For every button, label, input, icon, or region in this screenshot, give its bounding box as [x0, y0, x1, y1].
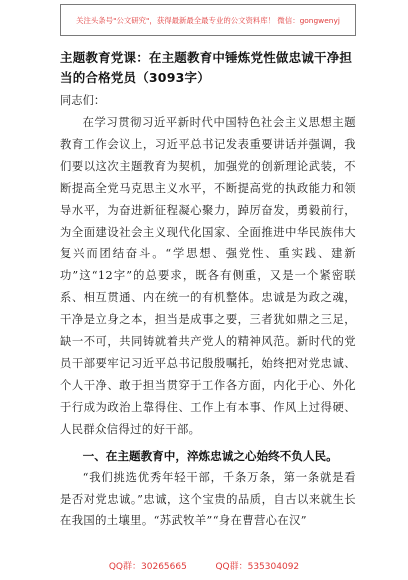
document-body: [60, 48, 356, 532]
document-title: 主题教育党课：在主题教育中锤炼党性做忠诚干净担当的合格党员（3093字）: [60, 50, 353, 85]
qq-group-label-1: QQ群：: [108, 562, 142, 572]
promo-banner-text: 关注头条号"公文研究"，获得最新最全最专业的公文资料库！ 微信：gongwenyj: [76, 15, 340, 25]
qq-group-number-1: 30265665: [141, 562, 187, 572]
section-heading-1: 一、在主题教育中，淬炼忠诚之心始终不负人民。: [82, 448, 338, 463]
footer-contacts: [0, 559, 408, 572]
qq-group-label-2: QQ群：: [215, 562, 248, 572]
paragraph-intro: 在学习贯彻习近平新时代中国特色社会主义思想主题教育工作会议上，习近平总书记发表重要讲话并强调，我们要以这次主题教育为契机，加强党的创新理论武装，不断提高全党马克思主义水平，不断提高党的执政能力和领导水平，为奋进新征程凝心聚力，踔厉奋发，勇毅前行，为全面建设社会主义现代化国家、全面推进中华民族伟大复兴而团结奋斗。“学思想、强党性、重实践、建新功”这“12字”的总要求，既各有侧重，又是一个紧密联系、相互贯通、内在统一的有机整体。忠诚是为政之魂，干净是立身之本，担当是成事之要，三者犹如鼎之三足，缺一不可，共同铸就着共产党人的精神风范。新时代的党员干部要牢记习近平总书记殷殷嘱托，始终把对党忠诚、个人干净、敢于担当贯穿于工作各方面，内化于心、外化于行成为政治上靠得住、工作上有本事、作风上过得硬、人民群众信得过的好干部。: [60, 116, 356, 436]
qq-group-number-2: 535304092: [247, 562, 300, 572]
promo-banner: [60, 4, 356, 36]
greeting: 同志们：: [60, 94, 106, 107]
paragraph-section-1: “我们挑选优秀年轻干部，千条万条，第一条就是看是否对党忠诚。”忠诚，这个宝贵的品质，自古以来就生长在我国的土壤里。“苏武牧羊”“身在曹营心在汉”: [60, 470, 356, 528]
